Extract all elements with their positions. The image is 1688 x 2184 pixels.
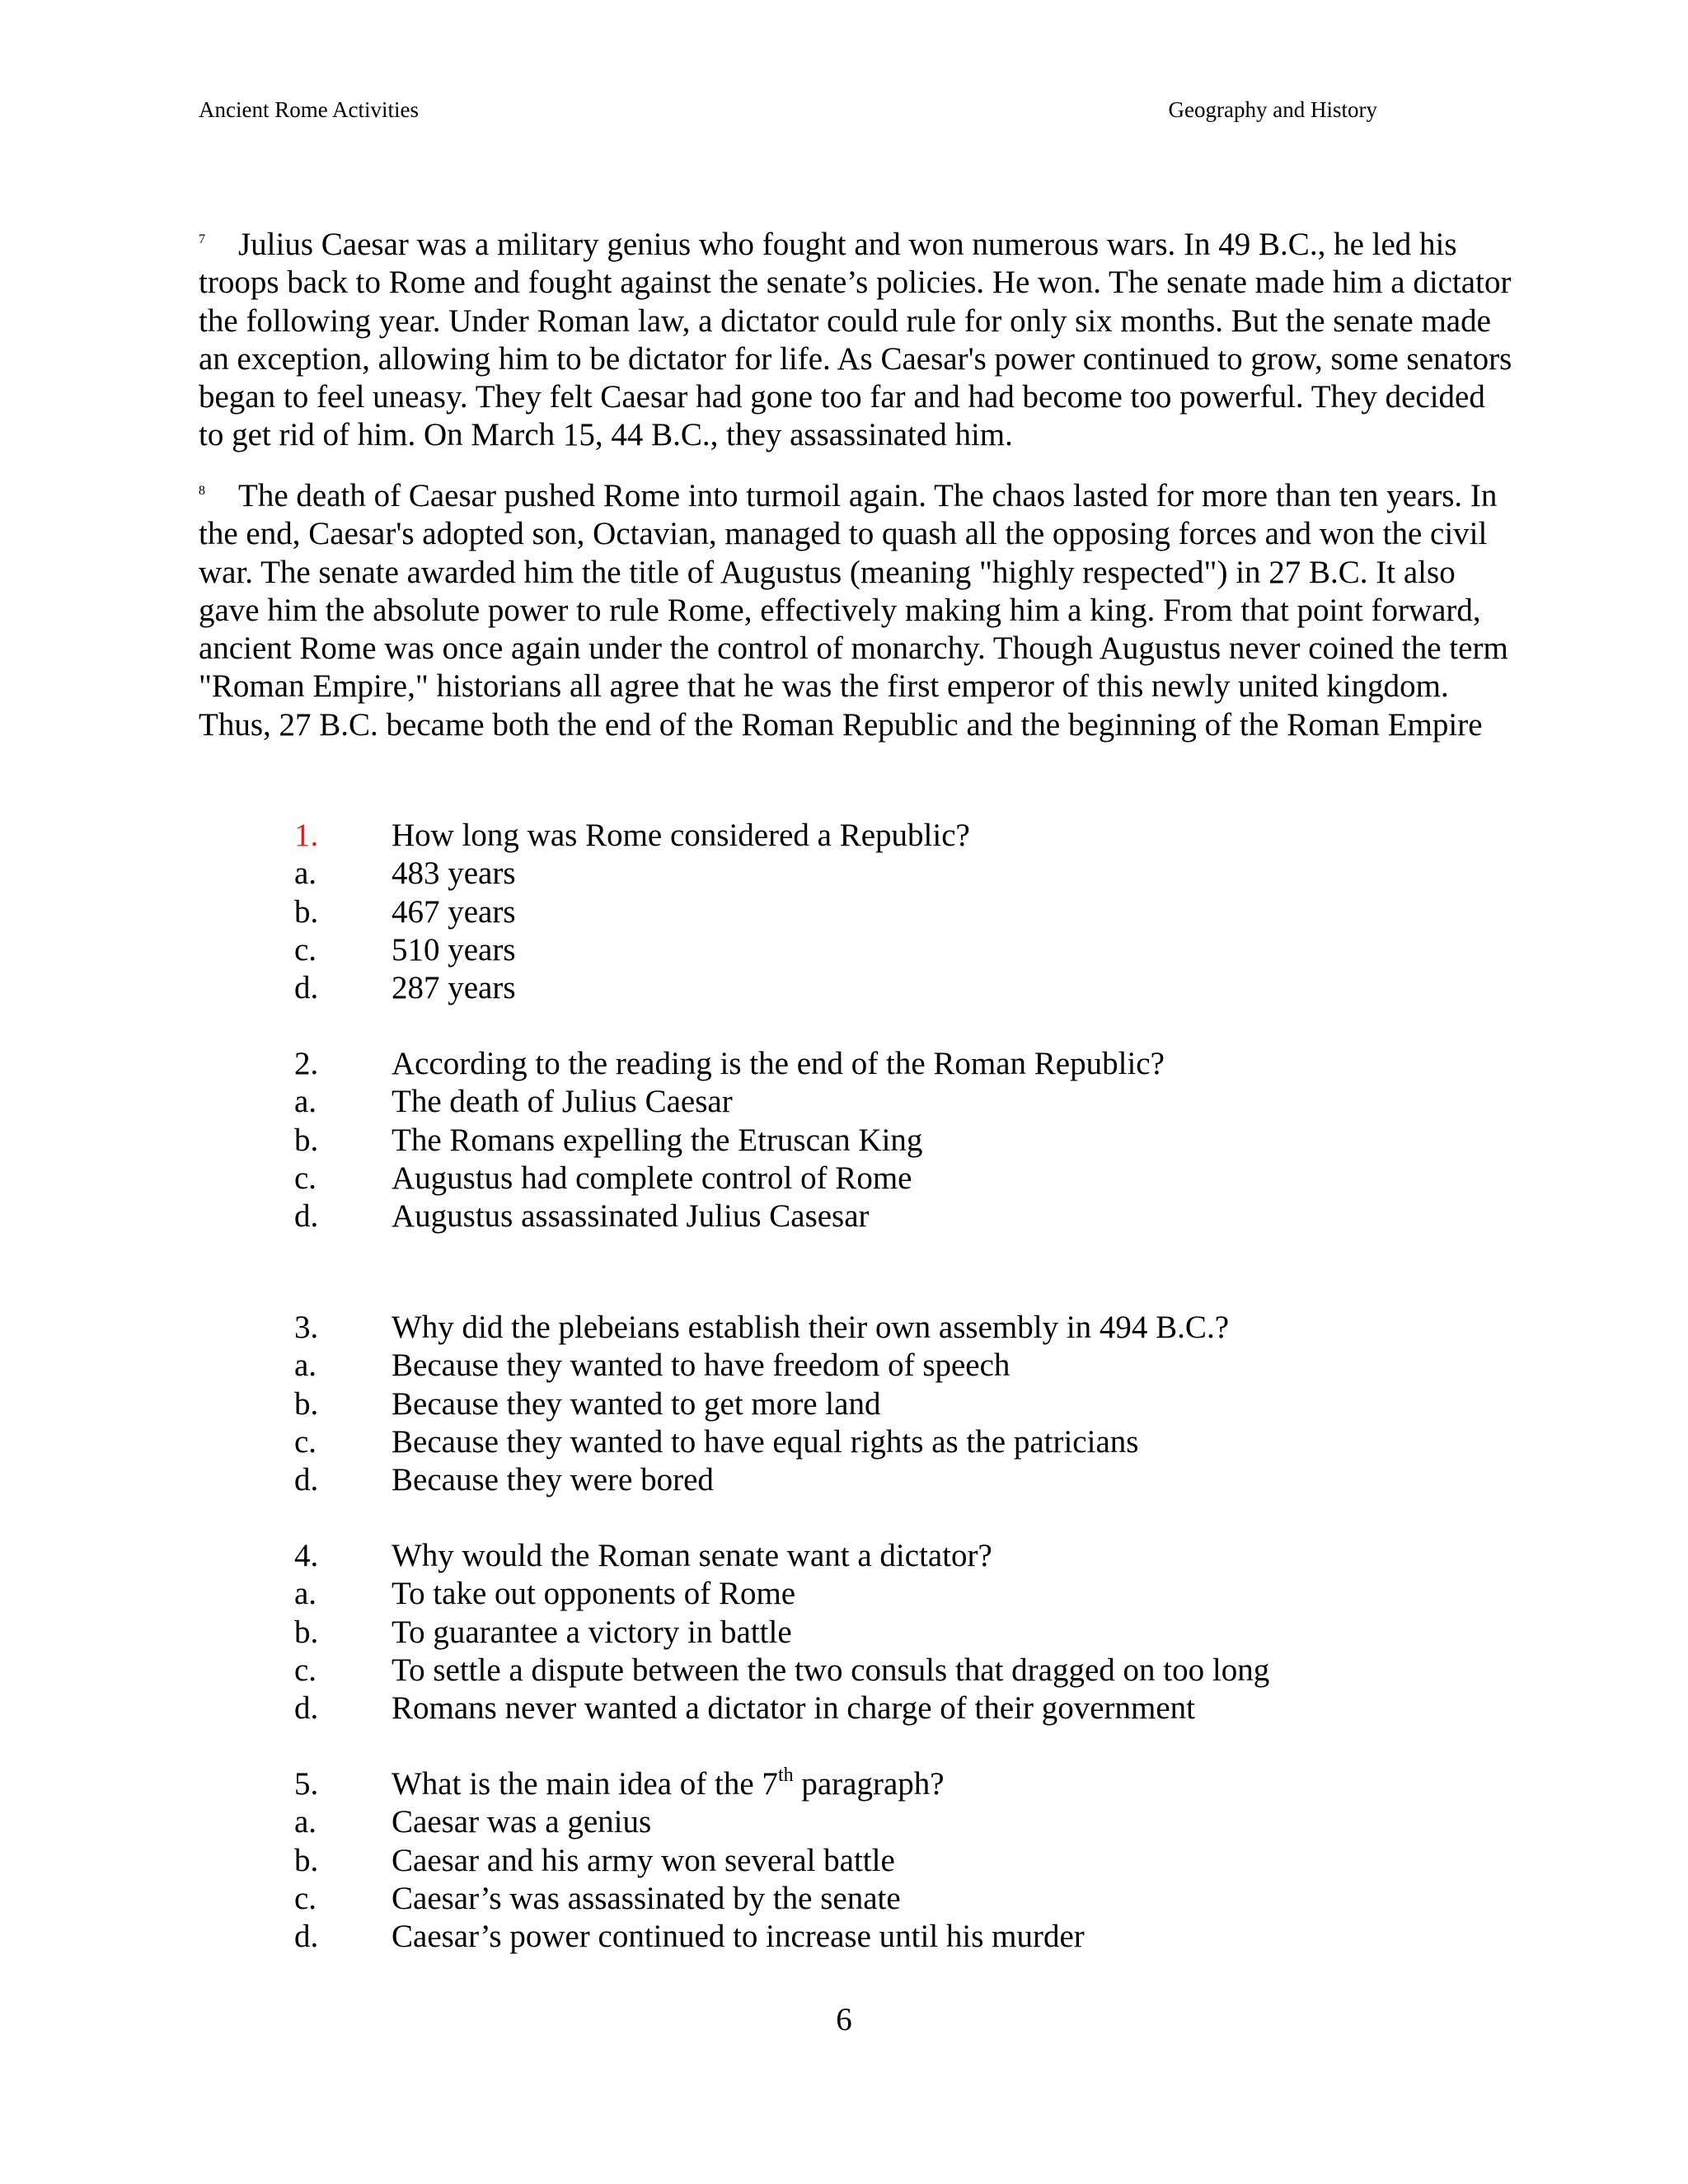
question-text bbox=[392, 1765, 945, 1803]
question-stem bbox=[294, 1045, 1531, 1083]
option-text: Caesar’s power continued to increase until his murder bbox=[392, 1919, 1085, 1955]
answer-option-b bbox=[294, 1842, 1531, 1880]
option-letter: b. bbox=[294, 1842, 319, 1878]
option-letter: b. bbox=[294, 1614, 319, 1650]
question-text: How long was Rome considered a Republic? bbox=[392, 818, 970, 853]
option-text: Caesar and his army won several battle bbox=[392, 1842, 895, 1878]
question-2 bbox=[294, 1045, 1531, 1235]
option-letter: a. bbox=[294, 1804, 317, 1840]
option-letter: c. bbox=[294, 1160, 317, 1196]
option-text: 510 years bbox=[392, 931, 516, 968]
answer-option-d bbox=[294, 1461, 1531, 1499]
option-text: To settle a dispute between the two consuls that dragged on too long bbox=[392, 1652, 1270, 1688]
answer-option-d bbox=[294, 1918, 1531, 1956]
option-letter: d. bbox=[294, 1462, 319, 1498]
question-3 bbox=[294, 1309, 1531, 1499]
answer-option-c bbox=[294, 1652, 1531, 1690]
paragraph-7 bbox=[199, 221, 1517, 455]
option-letter: a. bbox=[294, 855, 317, 892]
answer-option-d bbox=[294, 1690, 1531, 1727]
paragraph-text: Julius Caesar was a military genius who fought and won numerous wars. In 49 B.C., he led his troops back to Rome and fought against the senate’s policies. He won. The senate made him a dictator the following year. Under Roman law, a dictator could rule for only six months. But the senate made an exception, allowing him to be dictator for life. As Caesar's power continued to grow, some senators began to feel uneasy. They felt Caesar had gone too far and had become too powerful. They decided to get rid of him. On March 15, 44 B.C., they assassinated him. bbox=[199, 227, 1512, 453]
question-stem bbox=[294, 1537, 1531, 1575]
answer-option-c bbox=[294, 1160, 1531, 1197]
answer-option-a bbox=[294, 1347, 1531, 1385]
ordinal-suffix: th bbox=[777, 1765, 794, 1786]
option-text: Because they wanted to get more land bbox=[392, 1385, 881, 1422]
option-letter: c. bbox=[294, 1423, 317, 1460]
question-text-end: paragraph? bbox=[793, 1766, 945, 1802]
answer-option-a bbox=[294, 1575, 1531, 1613]
paragraph-number: 8 bbox=[199, 484, 205, 498]
option-letter: b. bbox=[294, 1385, 319, 1422]
option-letter: a. bbox=[294, 1576, 317, 1612]
question-5 bbox=[294, 1765, 1531, 1956]
option-text: 467 years bbox=[392, 893, 516, 930]
paragraph-number: 7 bbox=[199, 232, 205, 246]
option-text: Romans never wanted a dictator in charge of their government bbox=[392, 1690, 1196, 1727]
question-number: 1. bbox=[294, 818, 319, 853]
option-letter: c. bbox=[294, 1652, 317, 1688]
option-letter: b. bbox=[294, 893, 319, 930]
answer-option-b bbox=[294, 1122, 1531, 1160]
option-text: Augustus had complete control of Rome bbox=[392, 1160, 912, 1196]
option-text: Because they were bored bbox=[392, 1462, 714, 1498]
paragraph-text: The death of Caesar pushed Rome into turmoil again. The chaos lasted for more than ten years. In the end, Caesar's adopted son, Octavian, managed to quash all the opposing forces and won the civil war. The senate awarded him the title of Augustus (meaning "highly respected") in 27 B.C. It also gave him the absolute power to rule Rome, effectively making him a king. From that point forward, ancient Rome was once again under the control of monarchy. Though Augustus never coined the term "Roman Empire," historians all agree that he was the first emperor of this newly united kingdom. Thus, 27 B.C. became both the end of the Roman Republic and the beginning of the Roman Empire bbox=[199, 478, 1508, 743]
answer-option-c bbox=[294, 1423, 1531, 1461]
option-letter: a. bbox=[294, 1347, 317, 1384]
answer-option-c bbox=[294, 931, 1531, 969]
page-number: 6 bbox=[836, 2002, 852, 2037]
answer-option-a bbox=[294, 855, 1531, 893]
option-text: To guarantee a victory in battle bbox=[392, 1614, 792, 1650]
option-text: Caesar was a genius bbox=[392, 1804, 652, 1840]
answer-option-b bbox=[294, 1385, 1531, 1423]
option-letter: d. bbox=[294, 1919, 319, 1955]
answer-option-a bbox=[294, 1803, 1531, 1841]
option-letter: d. bbox=[294, 970, 319, 1006]
option-letter: c. bbox=[294, 931, 317, 968]
question-number: 5. bbox=[294, 1766, 319, 1802]
page-header bbox=[199, 97, 1377, 130]
question-stem bbox=[294, 1765, 1531, 1803]
option-text: 483 years bbox=[392, 855, 516, 892]
header-title-right: Geography and History bbox=[1168, 97, 1377, 122]
answer-option-a bbox=[294, 1083, 1531, 1121]
question-4 bbox=[294, 1537, 1531, 1727]
question-text: Why did the plebeians establish their own assembly in 494 B.C.? bbox=[392, 1310, 1229, 1345]
answer-option-d bbox=[294, 969, 1531, 1007]
option-letter: b. bbox=[294, 1122, 319, 1158]
header-title-left: Ancient Rome Activities bbox=[199, 97, 419, 122]
answer-option-c bbox=[294, 1880, 1531, 1918]
option-text: The Romans expelling the Etruscan King bbox=[392, 1122, 923, 1158]
option-text: Because they wanted to have freedom of speech bbox=[392, 1347, 1010, 1384]
answer-option-b bbox=[294, 893, 1531, 931]
option-letter: c. bbox=[294, 1880, 317, 1916]
option-letter: a. bbox=[294, 1084, 317, 1120]
question-text-start: What is the main idea of the 7 bbox=[392, 1766, 778, 1802]
question-number: 2. bbox=[294, 1046, 319, 1081]
answer-option-b bbox=[294, 1614, 1531, 1652]
question-1 bbox=[294, 817, 1531, 1007]
question-stem bbox=[294, 817, 1531, 855]
option-text: 287 years bbox=[392, 970, 516, 1006]
option-text: Because they wanted to have equal rights as the patricians bbox=[392, 1423, 1139, 1460]
question-text: Why would the Roman senate want a dictator? bbox=[392, 1538, 992, 1573]
option-text: The death of Julius Caesar bbox=[392, 1084, 733, 1120]
paragraph-8 bbox=[199, 472, 1517, 744]
option-letter: d. bbox=[294, 1690, 319, 1727]
option-text: Augustus assassinated Julius Casesar bbox=[392, 1198, 870, 1235]
question-stem bbox=[294, 1309, 1531, 1347]
answer-option-d bbox=[294, 1197, 1531, 1235]
question-number: 3. bbox=[294, 1310, 319, 1345]
option-text: Caesar’s was assassinated by the senate bbox=[392, 1880, 901, 1916]
question-number: 4. bbox=[294, 1538, 319, 1573]
option-text: To take out opponents of Rome bbox=[392, 1576, 796, 1612]
question-text: According to the reading is the end of the Roman Republic? bbox=[392, 1046, 1165, 1081]
option-letter: d. bbox=[294, 1198, 319, 1235]
